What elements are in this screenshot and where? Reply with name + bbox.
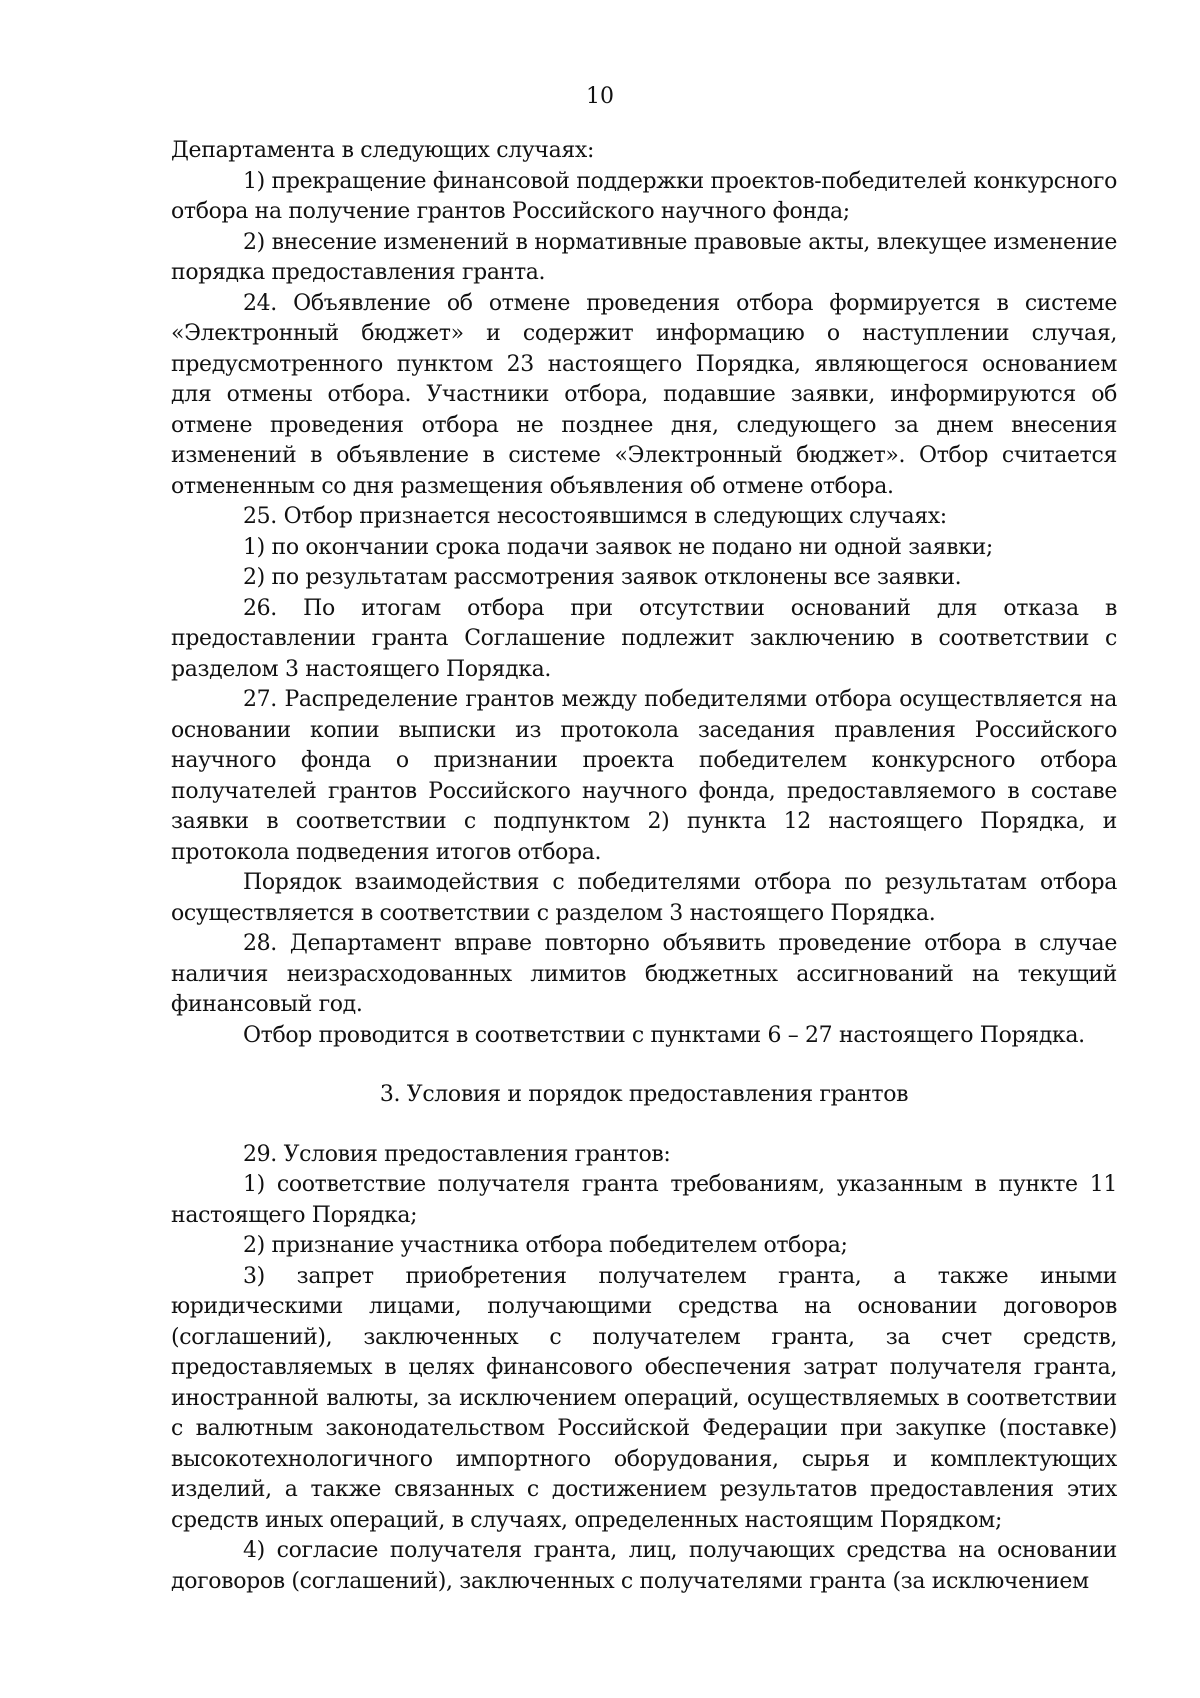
- paragraph: 26. По итогам отбора при отсутствии оснований для отказа в предоставлении гранта Соглашение подлежит заключению в соответствии с разделом 3 настоящего Порядка.: [171, 595, 1117, 682]
- paragraph: 27. Распределение грантов между победителями отбора осуществляется на основании копии выписки из протокола заседания правления Российского научного фонда о признании проекта победителем конкурсного отбора получателей грантов Российского научного фонда, предоставляемого в составе заявки в соответствии с подпунктом 2) пункта 12 настоящего Порядка, и протокола подведения итогов отбора.: [171, 687, 1117, 865]
- paragraph: 25. Отбор признается несостоявшимся в следующих случаях:: [243, 504, 947, 529]
- paragraph: 1) соответствие получателя гранта требованиям, указанным в пункте 11 настоящего Порядка;: [171, 1172, 1117, 1228]
- paragraph: 24. Объявление об отмене проведения отбора формируется в системе «Электронный бюджет» и содержит информацию о наступлении случая, предусмотренного пунктом 23 настоящего Порядка, являющегося основанием для отмены отбора. Участники отбора, подавшие заявки, информируются об отмене проведения отбора не позднее дня, следующего за днем внесения изменений в объявление в системе «Электронный бюджет». Отбор считается отмененным со дня размещения объявления об отмене отбора.: [171, 290, 1117, 499]
- paragraph: 2) по результатам рассмотрения заявок отклонены все заявки.: [243, 565, 962, 590]
- paragraph: 29. Условия предоставления грантов:: [243, 1141, 671, 1167]
- paragraph: 2) признание участника отбора победителем отбора;: [243, 1233, 848, 1258]
- document-body: [171, 136, 1117, 1597]
- section-heading: 3. Условия и порядок предоставления грантов: [379, 1082, 909, 1107]
- paragraph: 28. Департамент вправе повторно объявить проведение отбора в случае наличия неизрасходованных лимитов бюджетных ассигнований на текущий финансовый год.: [171, 931, 1117, 1017]
- paragraph: 2) внесение изменений в нормативные правовые акты, влекущее изменение порядка предоставления гранта.: [171, 229, 1117, 285]
- paragraph: 4) согласие получателя гранта, лиц, получающих средства на основании договоров (соглашений), заключенных с получателями гранта (за исключением: [171, 1538, 1117, 1594]
- paragraph: Отбор проводится в соответствии с пунктами 6 – 27 настоящего Порядка.: [243, 1022, 1085, 1048]
- page-number: 10: [586, 84, 614, 109]
- paragraph: 1) по окончании срока подачи заявок не подано ни одной заявки;: [243, 534, 993, 560]
- paragraph: 1) прекращение финансовой поддержки проектов-победителей конкурсного отбора на получение грантов Российского научного фонда;: [171, 168, 1117, 224]
- paragraph: 3) запрет приобретения получателем гранта, а также иными юридическими лицами, получающими средства на основании договоров (соглашений), заключенных с получателем гранта, за счет средств, предоставляемых в целях финансового обеспечения затрат получателя гранта, иностранной валюты, за исключением операций, осуществляемых в соответствии с валютным законодательством Российской Федерации при закупке (поставке) высокотехнологичного импортного оборудования, сырья и комплектующих изделий, а также связанных с достижением результатов предоставления этих средств иных операций, в случаях, определенных настоящим Порядком;: [171, 1263, 1117, 1533]
- paragraph: Департамента в следующих случаях:: [171, 138, 595, 163]
- paragraph: Порядок взаимодействия с победителями отбора по результатам отбора осуществляется в соответствии с разделом 3 настоящего Порядка.: [171, 870, 1117, 926]
